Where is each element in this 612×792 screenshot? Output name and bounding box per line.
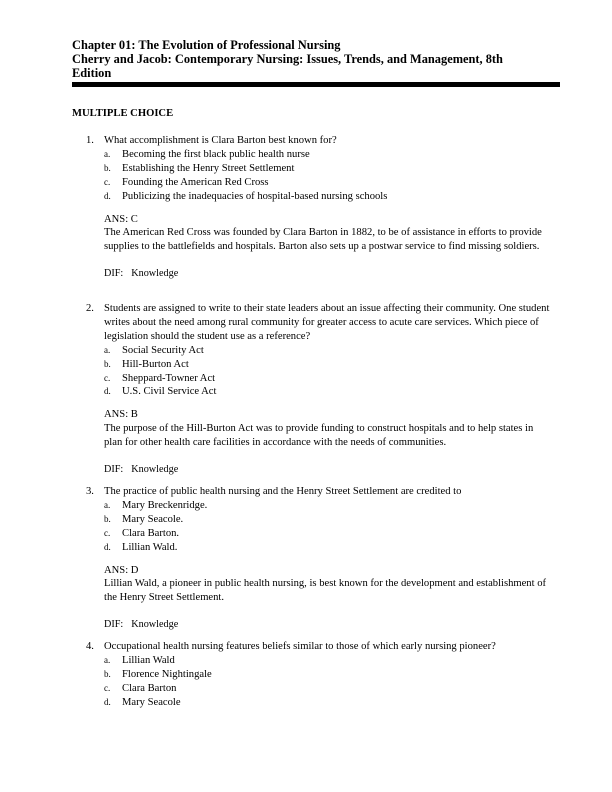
option-list: [104, 499, 554, 555]
document-header: [72, 38, 540, 81]
option-letter: c.: [104, 527, 111, 538]
difficulty: [104, 463, 554, 477]
option-text: Mary Seacole.: [122, 513, 184, 525]
option-letter: a.: [104, 148, 111, 159]
option-text: Hill-Burton Act: [122, 358, 189, 370]
question-text: Occupational health nursing features beliefs similar to those of which early nursing pioneer?: [104, 641, 496, 652]
option-c: [104, 372, 554, 386]
section-title: MULTIPLE CHOICE: [72, 108, 174, 119]
option-a: [104, 148, 554, 162]
question-4: [86, 640, 554, 710]
option-a: [104, 344, 554, 358]
option-text: Mary Breckenridge.: [122, 499, 208, 511]
option-text: Becoming the first black public health nurse: [122, 148, 310, 160]
option-letter: d.: [104, 696, 111, 707]
question-number: 4.: [86, 641, 94, 652]
option-d: [104, 190, 554, 204]
answer-key: ANS: C: [104, 213, 138, 225]
question-number: 2.: [86, 303, 94, 314]
option-letter: d.: [104, 386, 111, 397]
option-d: [104, 385, 554, 399]
option-letter: b.: [104, 668, 111, 679]
question-text: The practice of public health nursing and the Henry Street Settlement are credited to: [104, 486, 462, 497]
difficulty: [104, 618, 554, 632]
option-a: [104, 654, 554, 668]
option-b: [104, 513, 554, 527]
option-letter: c.: [104, 372, 111, 383]
question-number: 1.: [86, 135, 94, 146]
question-number: 3.: [86, 486, 94, 497]
answer-rationale: The purpose of the Hill-Burton Act was to provide funding to construct hospitals and to help states in plan for other health care facilities in accordance with the needs of communities.: [104, 423, 534, 449]
option-letter: d.: [104, 541, 111, 552]
option-c: [104, 176, 554, 190]
option-text: Founding the American Red Cross: [122, 176, 269, 188]
option-d: [104, 541, 554, 555]
option-c: [104, 682, 554, 696]
option-letter: c.: [104, 176, 111, 187]
difficulty-value: Knowledge: [131, 619, 179, 631]
question-1: [86, 134, 554, 281]
question-3: [86, 485, 554, 632]
option-letter: a.: [104, 654, 111, 665]
answer-key: ANS: B: [104, 409, 138, 421]
option-letter: a.: [104, 344, 111, 355]
option-b: [104, 162, 554, 176]
option-list: [104, 148, 554, 204]
option-text: Florence Nightingale: [122, 668, 212, 680]
option-letter: b.: [104, 162, 111, 173]
option-letter: b.: [104, 513, 111, 524]
answer-key: ANS: D: [104, 564, 139, 576]
option-text: Clara Barton: [122, 682, 177, 694]
option-text: Establishing the Henry Street Settlement: [122, 162, 295, 174]
header-rule: [72, 82, 560, 87]
chapter-title: Chapter 01: The Evolution of Professional Nursing: [72, 38, 341, 52]
option-text: U.S. Civil Service Act: [122, 386, 217, 398]
option-letter: d.: [104, 190, 111, 201]
option-text: Mary Seacole: [122, 696, 181, 708]
difficulty-label: DIF:: [104, 268, 124, 280]
option-d: [104, 696, 554, 710]
book-title: Cherry and Jacob: Contemporary Nursing: Issues, Trends, and Management, 8th Edition: [72, 52, 503, 81]
question-text: What accomplishment is Clara Barton best known for?: [104, 135, 337, 146]
option-b: [104, 668, 554, 682]
option-list: [104, 344, 554, 400]
answer-rationale: Lillian Wald, a pioneer in public health nursing, is best known for the development and establishment of the Henry Street Settlement.: [104, 578, 547, 604]
option-a: [104, 499, 554, 513]
option-letter: c.: [104, 682, 111, 693]
option-text: Publicizing the inadequacies of hospital-based nursing schools: [122, 190, 388, 202]
option-text: Lillian Wald: [122, 654, 175, 666]
difficulty-label: DIF:: [104, 619, 124, 631]
question-text: Students are assigned to write to their state leaders about an issue affecting their community. One student writes about the need among rural community for greater access to acute care services. Which piece of legislation should the student use as a reference?: [104, 303, 550, 342]
option-text: Sheppard-Towner Act: [122, 372, 216, 384]
option-text: Clara Barton.: [122, 527, 180, 539]
option-text: Lillian Wald.: [122, 541, 178, 553]
difficulty-value: Knowledge: [131, 464, 179, 476]
question-2: [86, 302, 554, 477]
difficulty-value: Knowledge: [131, 268, 179, 280]
option-letter: b.: [104, 358, 111, 369]
answer-rationale: The American Red Cross was founded by Clara Barton in 1882, to be of assistance in efforts to provide supplies to the battlefields and hospitals. Barton also sets up a postwar service to find missing soldiers.: [104, 227, 542, 253]
option-letter: a.: [104, 499, 111, 510]
option-c: [104, 527, 554, 541]
option-text: Social Security Act: [122, 344, 204, 356]
option-b: [104, 358, 554, 372]
option-list: [104, 654, 554, 710]
difficulty-label: DIF:: [104, 464, 124, 476]
difficulty: [104, 267, 554, 281]
